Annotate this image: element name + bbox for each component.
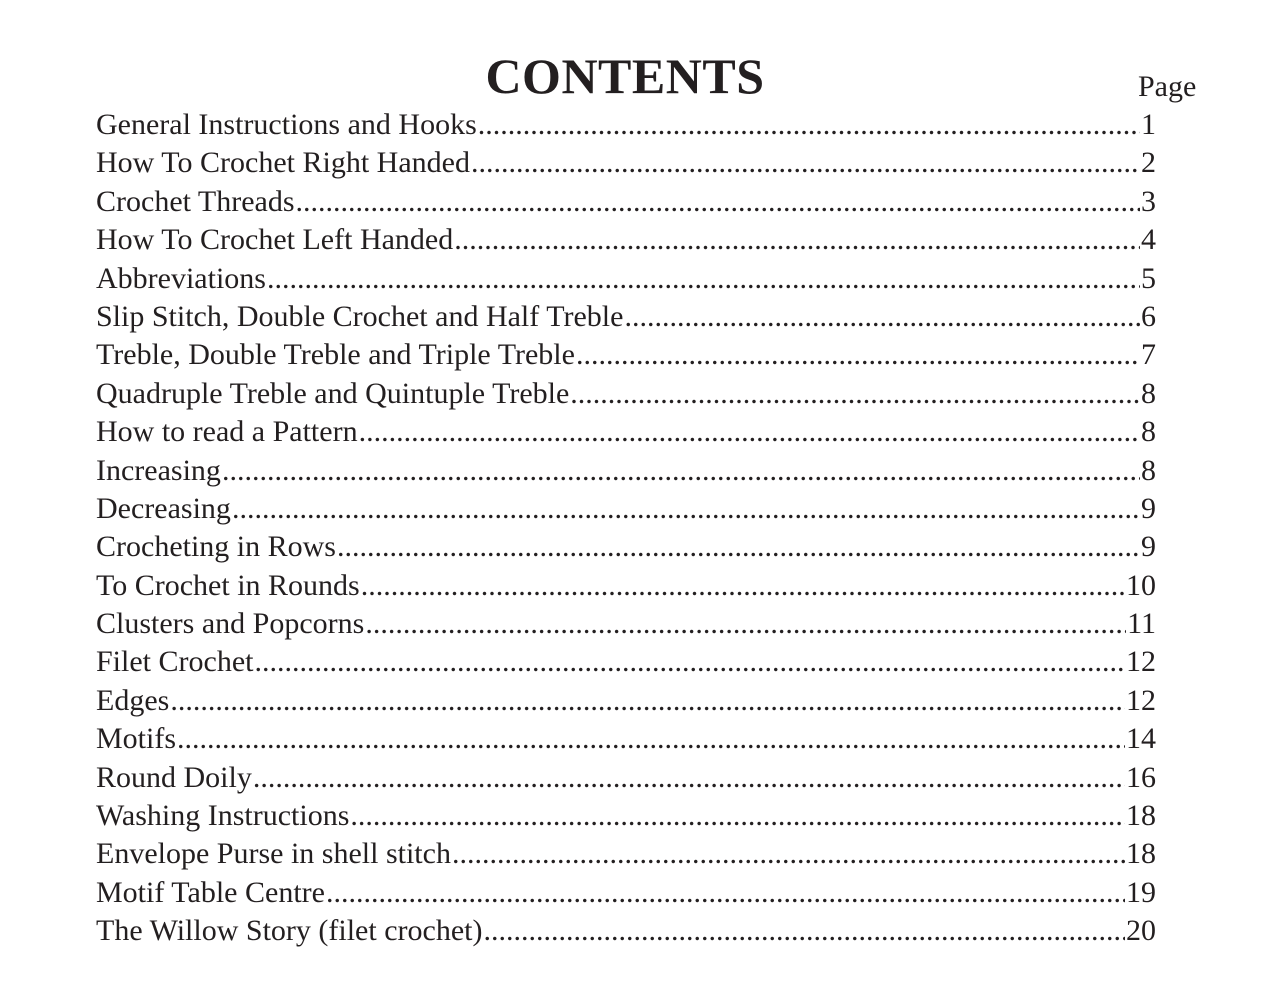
toc-entry [96, 452, 1156, 490]
toc-entry [96, 835, 1156, 873]
toc-entry-title: Clusters and Popcorns [96, 607, 365, 641]
toc-entry-title: Crochet Threads [96, 184, 295, 218]
dot-leader [232, 490, 1140, 528]
dot-leader [452, 835, 1125, 873]
toc-entry-title: Edges [96, 683, 170, 717]
toc-entry-title: Envelope Purse in shell stitch [96, 837, 451, 871]
toc-entry-title: Increasing [96, 453, 221, 487]
toc-entry-title: Quadruple Treble and Quintuple Treble [96, 376, 570, 410]
toc-entry-page-number: 10 [1126, 568, 1156, 602]
toc-entry-page-number: 8 [1141, 453, 1156, 487]
toc-entry [96, 605, 1156, 643]
toc-entry-title: The Willow Story (filet crochet) [96, 914, 483, 948]
dot-leader [170, 682, 1125, 720]
toc-entry [96, 144, 1156, 182]
toc-entry [96, 413, 1156, 451]
toc-entry-page-number: 11 [1127, 607, 1156, 641]
toc-entry-page-number: 8 [1141, 415, 1156, 449]
toc-entry [96, 375, 1156, 413]
table-of-contents [96, 106, 1156, 951]
toc-entry [96, 643, 1156, 681]
page-title: CONTENTS [485, 47, 765, 104]
dot-leader [254, 643, 1125, 681]
toc-entry [96, 528, 1156, 566]
dot-leader [365, 605, 1126, 643]
toc-entry-page-number: 16 [1126, 760, 1156, 794]
dot-leader [471, 144, 1140, 182]
toc-entry-title: How to read a Pattern [96, 415, 358, 449]
dot-leader [624, 298, 1140, 336]
toc-entry [96, 336, 1156, 374]
toc-entry-title: Abbreviations [96, 261, 266, 295]
dot-leader [253, 759, 1125, 797]
toc-entry-title: How To Crochet Left Handed [96, 223, 454, 257]
dot-leader [454, 221, 1140, 259]
toc-entry-page-number: 18 [1126, 837, 1156, 871]
dot-leader [222, 452, 1140, 490]
dot-leader [267, 260, 1140, 298]
toc-entry-title: Crocheting in Rows [96, 530, 336, 564]
toc-entry-title: Slip Stitch, Double Crochet and Half Treble [96, 299, 624, 333]
toc-entry-page-number: 3 [1141, 184, 1156, 218]
toc-entry [96, 682, 1156, 720]
dot-leader [570, 375, 1140, 413]
toc-entry-page-number: 4 [1141, 223, 1156, 257]
toc-entry-page-number: 19 [1126, 875, 1156, 909]
toc-entry-title: Treble, Double Treble and Triple Treble [96, 338, 575, 372]
dot-leader [337, 528, 1140, 566]
dot-leader [359, 413, 1140, 451]
toc-entry-title: Motif Table Centre [96, 875, 325, 909]
toc-entry-page-number: 1 [1141, 108, 1156, 141]
toc-entry-page-number: 18 [1126, 799, 1156, 833]
toc-entry-title: Filet Crochet [96, 645, 254, 679]
toc-entry-page-number: 2 [1141, 146, 1156, 180]
dot-leader [326, 874, 1125, 912]
toc-entry-page-number: 12 [1126, 683, 1156, 717]
dot-leader [361, 567, 1125, 605]
page-column-label: Page [1138, 70, 1197, 103]
toc-entry-title: Decreasing [96, 491, 231, 525]
toc-entry [96, 797, 1156, 835]
toc-entry [96, 874, 1156, 912]
toc-entry-page-number: 8 [1141, 376, 1156, 410]
dot-leader [483, 912, 1125, 950]
toc-entry [96, 106, 1156, 144]
dot-leader [296, 183, 1140, 221]
toc-entry-title: Washing Instructions [96, 799, 350, 833]
toc-entry [96, 298, 1156, 336]
toc-entry-title: How To Crochet Right Handed [96, 146, 470, 180]
toc-entry [96, 912, 1156, 950]
toc-entry-title: Motifs [96, 722, 177, 756]
toc-entry-page-number: 6 [1141, 299, 1156, 333]
dot-leader [576, 336, 1140, 374]
toc-entry-page-number: 12 [1126, 645, 1156, 679]
dot-leader [478, 106, 1140, 144]
toc-entry-page-number: 20 [1126, 914, 1156, 948]
dot-leader [177, 720, 1125, 758]
toc-entry [96, 260, 1156, 298]
toc-entry [96, 567, 1156, 605]
toc-entry-page-number: 14 [1126, 722, 1156, 756]
toc-entry-page-number: 9 [1141, 530, 1156, 564]
dot-leader [350, 797, 1125, 835]
toc-entry [96, 490, 1156, 528]
toc-entry-page-number: 5 [1141, 261, 1156, 295]
toc-entry [96, 759, 1156, 797]
toc-entry [96, 183, 1156, 221]
toc-entry-page-number: 9 [1141, 491, 1156, 525]
toc-entry [96, 720, 1156, 758]
toc-entry-title: To Crochet in Rounds [96, 568, 360, 602]
toc-entry-title: General Instructions and Hooks [96, 108, 477, 141]
toc-entry-page-number: 7 [1141, 338, 1156, 372]
toc-entry [96, 221, 1156, 259]
toc-entry-title: Round Doily [96, 760, 252, 794]
